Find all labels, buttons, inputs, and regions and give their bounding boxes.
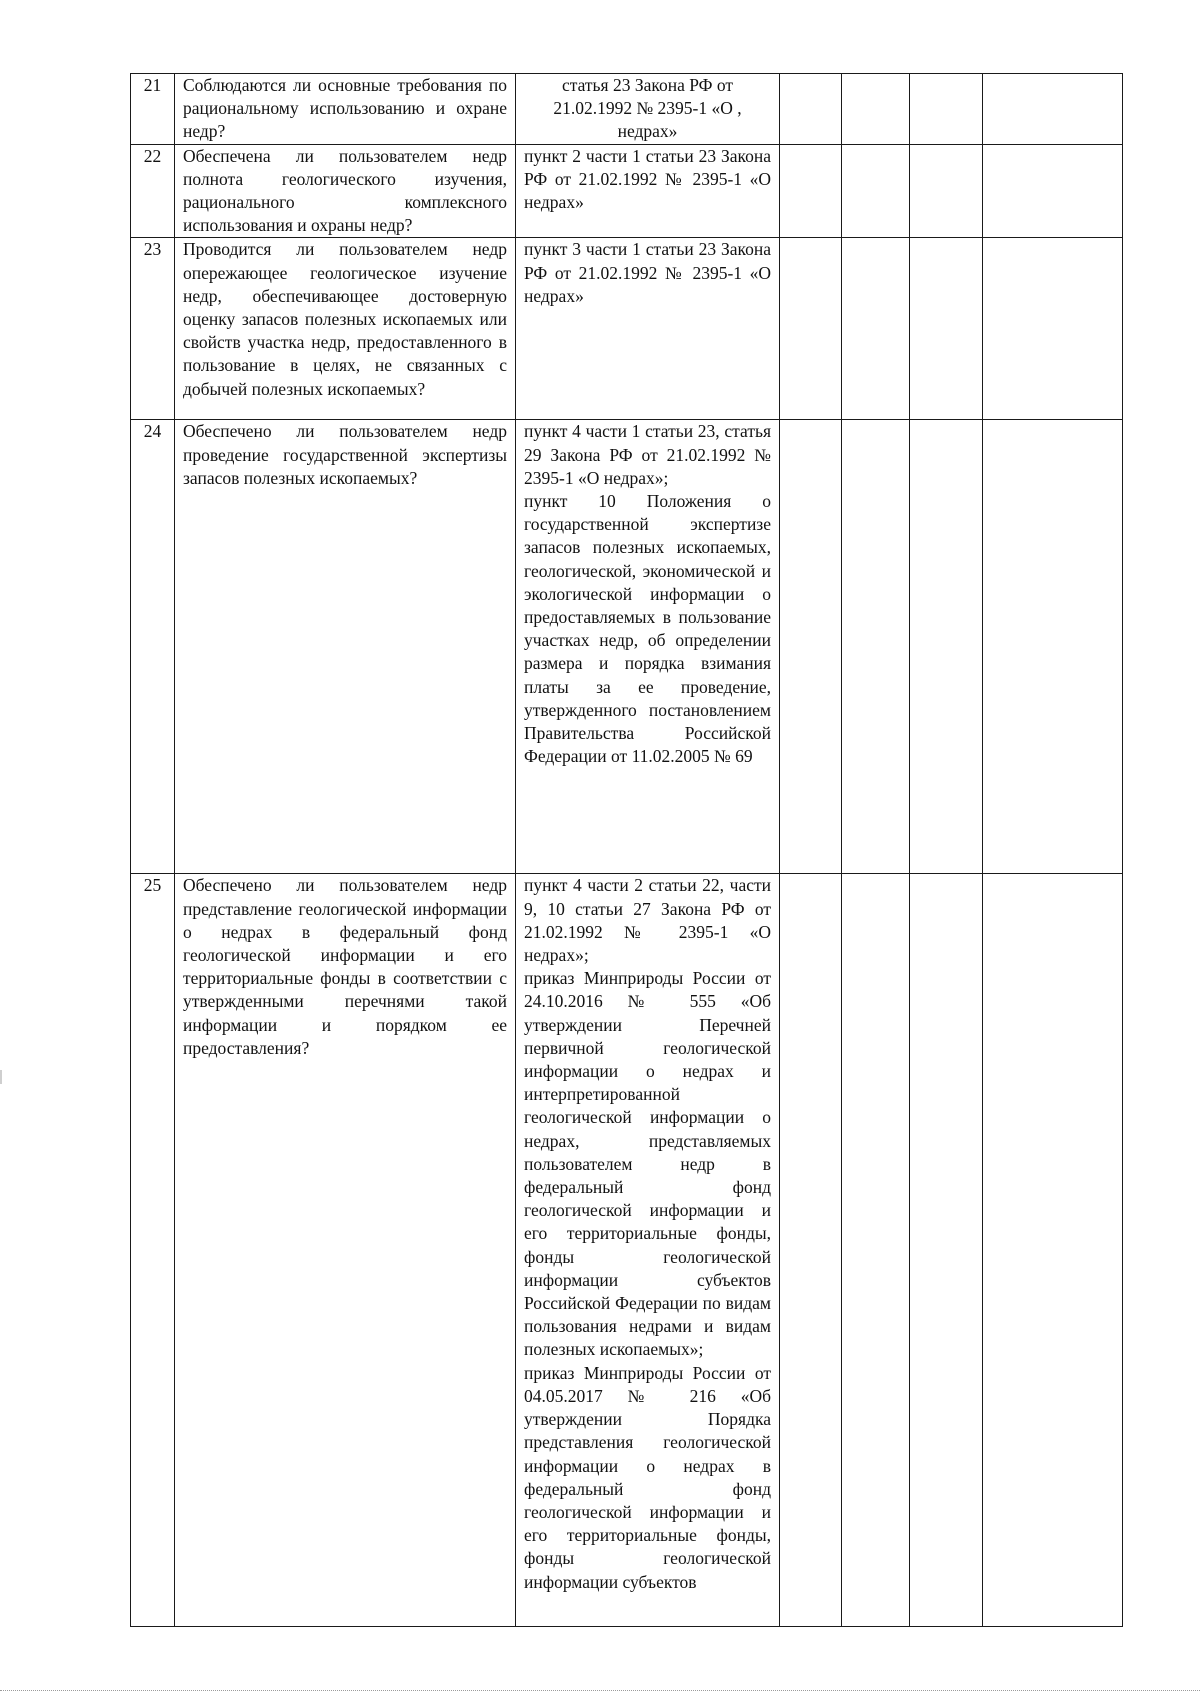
requirement-question: Обеспечена ли пользователем недр полнота геологического изучения, рационального комплексного использования и охраны недр? [175, 144, 516, 238]
row-number: 24 [131, 420, 175, 874]
table-row [131, 144, 1123, 238]
notes-cell [983, 74, 1123, 145]
notes-cell [983, 238, 1123, 420]
table-row [131, 74, 1123, 145]
row-number: 22 [131, 144, 175, 238]
answer-na-cell [910, 238, 983, 420]
legal-basis-paragraph: пункт 4 части 1 статьи 23, статья 29 Закона РФ от 21.02.1992 № 2395-1 «О недрах»; [524, 421, 771, 488]
requirement-question: Обеспечено ли пользователем недр проведение государственной экспертизы запасов полезных ископаемых? [175, 420, 516, 874]
answer-no-cell [842, 238, 910, 420]
requirement-question: Обеспечено ли пользователем недр представление геологической информации о недрах в федеральный фонд геологической информации и его территориальные фонды в соответствии с утвержденными перечнями такой информации и порядком ее предоставления? [175, 874, 516, 1627]
notes-cell [983, 144, 1123, 238]
answer-yes-cell [780, 874, 842, 1627]
scan-artifact [0, 1070, 2, 1084]
legal-basis-paragraph: пункт 2 части 1 статьи 23 Закона РФ от 21.02.1992 № 2395-1 «О недрах» [524, 145, 771, 213]
checklist-table [130, 73, 1123, 1627]
row-number: 23 [131, 238, 175, 420]
table-row [131, 420, 1123, 874]
answer-no-cell [842, 874, 910, 1627]
row-number: 21 [131, 74, 175, 145]
table-row [131, 874, 1123, 1627]
legal-basis-paragraph: пункт 3 части 1 статьи 23 Закона РФ от 21.02.1992 № 2395-1 «О недрах» [524, 239, 771, 306]
notes-cell [983, 874, 1123, 1627]
answer-yes-cell [780, 420, 842, 874]
legal-basis-paragraph: приказ Минприроды России от 24.10.2016 № 555 «Об утверждении Перечней первичной геологической информации о недрах и интерпретированной геологической информации о недрах, представляемых пользователем недр в федеральный фонд геологической информации и его территориальные фонды, фонды геологической информации субъектов Российской Федерации по видам пользования недрами и видам полезных ископаемых»; [524, 968, 771, 1360]
answer-no-cell [842, 74, 910, 145]
answer-no-cell [842, 144, 910, 238]
answer-yes-cell [780, 74, 842, 145]
legal-basis [516, 74, 780, 145]
legal-basis-paragraph: статья 23 Закона РФ от 21.02.1992 № 2395-1 «О , недрах» [553, 75, 742, 142]
legal-basis-paragraph: пункт 4 части 2 статьи 22, части 9, 10 статьи 27 Закона РФ от 21.02.1992 № 2395-1 «О недрах»; [524, 875, 771, 966]
legal-basis-paragraph: приказ Минприроды России от 04.05.2017 № 216 «Об утверждении Порядка представления геологической информации о недрах в федеральный фонд геологической информации и его территориальные фонды, фонды геологической информации субъектов [524, 1362, 771, 1592]
answer-na-cell [910, 144, 983, 238]
requirement-question: Проводится ли пользователем недр опережающее геологическое изучение недр, обеспечивающее достоверную оценку запасов полезных ископаемых или свойств участка недр, предоставленного в пользование в целях, не связанных с добычей полезных ископаемых? [175, 238, 516, 420]
table-row [131, 238, 1123, 420]
answer-yes-cell [780, 144, 842, 238]
notes-cell [983, 420, 1123, 874]
requirement-question: Соблюдаются ли основные требования по рациональному использованию и охране недр? [175, 74, 516, 145]
row-number: 25 [131, 874, 175, 1627]
legal-basis [516, 420, 780, 874]
answer-na-cell [910, 420, 983, 874]
answer-yes-cell [780, 238, 842, 420]
legal-basis [516, 874, 780, 1627]
answer-no-cell [842, 420, 910, 874]
page-bottom-edge [0, 1690, 1200, 1691]
answer-na-cell [910, 74, 983, 145]
legal-basis [516, 144, 780, 238]
legal-basis [516, 238, 780, 420]
answer-na-cell [910, 874, 983, 1627]
legal-basis-paragraph: пункт 10 Положения о государственной экспертизе запасов полезных ископаемых, геологической, экономической и экологической информации о предоставляемых в пользование участках недр, об определении размера и порядка взимания платы за ее проведение, утвержденного постановлением Правительства Российской Федерации от 11.02.2005 № 69 [524, 491, 771, 767]
